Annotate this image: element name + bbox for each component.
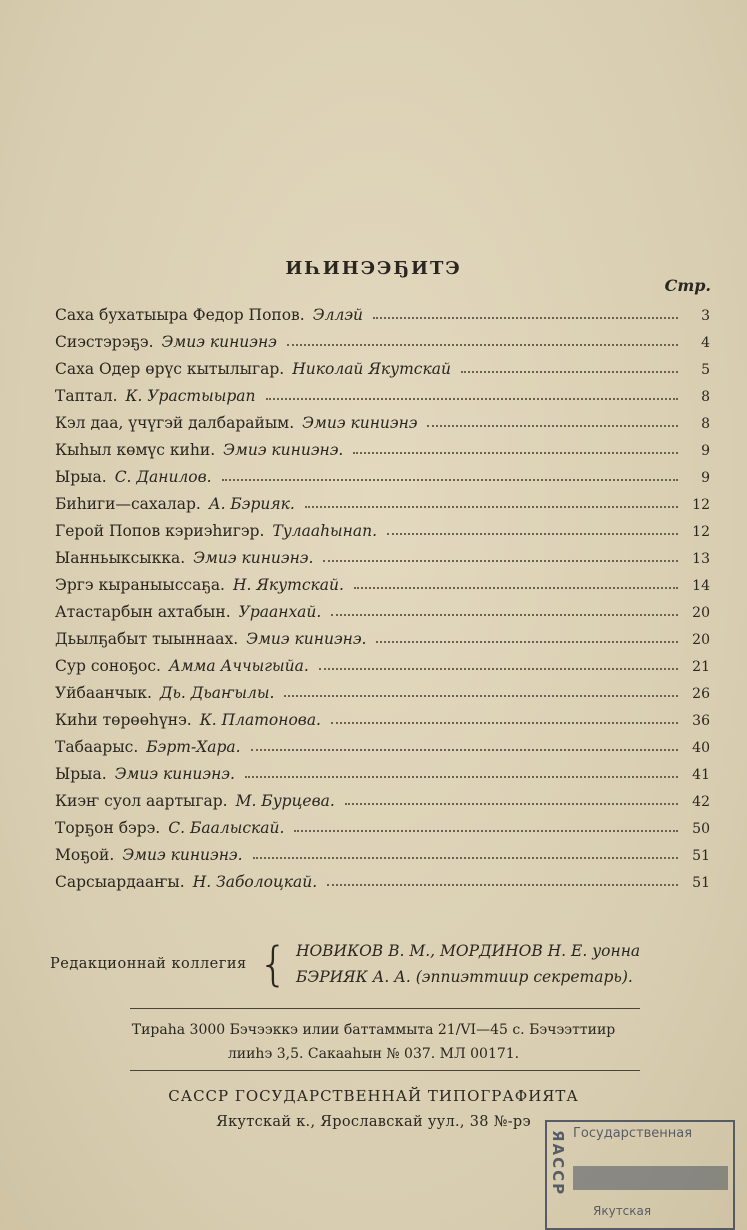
table-of-contents <box>55 297 710 891</box>
entry-title: Ырыа. <box>55 765 107 783</box>
entry-title: Сарсыардааҥы. <box>55 873 185 891</box>
toc-entry <box>55 648 710 675</box>
entry-page: 36 <box>692 713 710 729</box>
dot-leader <box>253 857 678 859</box>
entry-page: 51 <box>692 875 710 891</box>
stamp-bottom-text: Якутская <box>593 1204 652 1218</box>
toc-entry <box>55 351 710 378</box>
toc-entry <box>55 783 710 810</box>
entry-page: 9 <box>701 470 710 486</box>
toc-entry <box>55 756 710 783</box>
entry-title: Табаарыс. <box>55 738 139 756</box>
brace-icon: { <box>258 937 288 991</box>
entry-page: 12 <box>692 524 710 540</box>
entry-title: Киһи төрөөһүнэ. <box>55 711 192 729</box>
entry-author: С. Баалыскай. <box>168 819 285 837</box>
dot-leader <box>461 371 678 373</box>
editorial-board <box>50 934 730 994</box>
entry-title: Ыанньыксыкка. <box>55 549 186 567</box>
entry-author: Н. Якутскай. <box>233 576 344 594</box>
toc-entry <box>55 432 710 459</box>
entry-title: Таптал. <box>55 387 118 405</box>
editorial-line-1: НОВИКОВ В. М., МОРДИНОВ Н. Е. уонна <box>295 942 641 960</box>
dot-leader <box>345 803 678 805</box>
toc-entry <box>55 378 710 405</box>
entry-title: Кэл даа, үчүгэй далбарайым. <box>55 414 295 432</box>
press-address: Якутскай к., Ярославскай уул., 38 №-рэ <box>216 1114 531 1130</box>
dot-leader <box>287 344 678 346</box>
entry-author: Эмиэ киниэнэ. <box>246 630 367 648</box>
entry-title: Моҕой. <box>55 846 115 864</box>
entry-author: Эмиэ киниэнэ. <box>122 846 243 864</box>
dot-leader <box>222 479 678 481</box>
entry-page: 42 <box>692 794 710 810</box>
dot-leader <box>331 722 678 724</box>
toc-entry <box>55 324 710 351</box>
imprint-line-2: лииһэ 3,5. Сакааһын № 037. МЛ 00171. <box>227 1046 520 1062</box>
entry-page: 40 <box>692 740 710 756</box>
entry-author: Амма Аччыгыйа. <box>168 657 309 675</box>
entry-author: Эмиэ киниэнэ <box>302 414 418 432</box>
entry-title: Саха бухатыыра Федор Попов. <box>55 306 305 324</box>
entry-page: 12 <box>692 497 710 513</box>
entry-author: Николай Якутскай <box>292 360 451 378</box>
dot-leader <box>319 668 678 670</box>
toc-entry <box>55 621 710 648</box>
toc-title: ИҺИНЭЭҔИТЭ <box>285 258 462 279</box>
toc-entry <box>55 810 710 837</box>
entry-page: 20 <box>692 632 710 648</box>
entry-title: Ырыа. <box>55 468 107 486</box>
toc-entry <box>55 486 710 513</box>
dot-leader <box>387 533 678 535</box>
entry-author: А. Бэрияк. <box>208 495 295 513</box>
entry-author: Эмиэ киниэнэ <box>161 333 277 351</box>
toc-entry <box>55 297 710 324</box>
entry-title: Сиэстэрэҕэ. <box>55 333 154 351</box>
entry-title: Биһиги—сахалар. <box>55 495 201 513</box>
dot-leader <box>323 560 678 562</box>
stamp-ink-band <box>573 1166 728 1190</box>
dot-leader <box>353 452 678 454</box>
imprint-line-1: Тираһа 3000 Бэчээккэ илии баттаммыта 21/VI—45 с. Бэчээттиир <box>131 1022 616 1038</box>
entry-title: Дьылҕабыт тыыннаах. <box>55 630 239 648</box>
entry-page: 20 <box>692 605 710 621</box>
toc-entry <box>55 729 710 756</box>
dot-leader <box>266 398 679 400</box>
entry-page: 51 <box>692 848 710 864</box>
entry-title: Торҕон бэрэ. <box>55 819 161 837</box>
entry-page: 13 <box>692 551 710 567</box>
entry-page: 26 <box>692 686 710 702</box>
library-stamp <box>545 1120 735 1230</box>
dot-leader <box>245 776 678 778</box>
dot-leader <box>376 641 678 643</box>
entry-author: К. Урастыырап <box>125 387 256 405</box>
entry-author: С. Данилов. <box>114 468 212 486</box>
entry-author: М. Бурцева. <box>235 792 335 810</box>
toc-entry <box>55 837 710 864</box>
entry-page: 50 <box>692 821 710 837</box>
entry-title: Сур соноҕос. <box>55 657 161 675</box>
toc-entry <box>55 864 710 891</box>
entry-title: Уйбаанчык. <box>55 684 152 702</box>
entry-author: Тулааһынап. <box>272 522 378 540</box>
toc-entry <box>55 459 710 486</box>
dot-leader <box>284 695 678 697</box>
toc-entry <box>55 567 710 594</box>
toc-entry <box>55 675 710 702</box>
entry-title: Кыһыл көмүс киһи. <box>55 441 216 459</box>
entry-title: Саха Одер өрүс кытылыгар. <box>55 360 285 378</box>
entry-page: 5 <box>701 362 710 378</box>
entry-author: Дь. Дьаҥылы. <box>159 684 275 702</box>
entry-page: 9 <box>701 443 710 459</box>
toc-entry <box>55 702 710 729</box>
toc-entry <box>55 594 710 621</box>
dot-leader <box>373 317 678 319</box>
editorial-line-2: БЭРИЯК А. А. (эппиэттиир секретарь). <box>295 968 633 986</box>
dot-leader <box>327 884 678 886</box>
entry-author: Н. Заболоцкай. <box>192 873 318 891</box>
page-column-header: Стр. <box>664 276 711 295</box>
stamp-top-text: Государственная <box>573 1126 693 1141</box>
divider-bottom <box>130 1070 640 1071</box>
entry-page: 3 <box>701 308 710 324</box>
stamp-vertical-text: ЯАССР <box>549 1130 567 1197</box>
press-name: САССР ГОСУДАРСТВЕННАЙ ТИПОГРАФИЯТА <box>168 1087 579 1105</box>
entry-page: 14 <box>692 578 710 594</box>
dot-leader <box>305 506 678 508</box>
entry-title: Киэҥ суол аартыгар. <box>55 792 228 810</box>
entry-author: Эмиэ киниэнэ. <box>193 549 314 567</box>
entry-page: 21 <box>692 659 710 675</box>
entry-author: Эмиэ киниэнэ. <box>223 441 344 459</box>
dot-leader <box>427 425 678 427</box>
entry-author: Эллэй <box>312 306 363 324</box>
dot-leader <box>331 614 678 616</box>
entry-author: Бэрт-Хара. <box>146 738 241 756</box>
entry-title: Атастарбын ахтабын. <box>55 603 231 621</box>
entry-author: Эмиэ киниэнэ. <box>114 765 235 783</box>
entry-page: 8 <box>701 389 710 405</box>
toc-entry <box>55 405 710 432</box>
imprint <box>0 1018 747 1066</box>
editorial-label: Редакционнай коллегия <box>50 956 247 972</box>
entry-page: 8 <box>701 416 710 432</box>
dot-leader <box>251 749 678 751</box>
dot-leader <box>354 587 678 589</box>
entry-author: Ураанхай. <box>238 603 322 621</box>
entry-page: 4 <box>701 335 710 351</box>
divider-top <box>130 1008 640 1009</box>
dot-leader <box>294 830 678 832</box>
toc-entry <box>55 540 710 567</box>
entry-title: Герой Попов кэриэһигэр. <box>55 522 265 540</box>
toc-entry <box>55 513 710 540</box>
entry-page: 41 <box>692 767 710 783</box>
entry-title: Эргэ кыраныыссаҕа. <box>55 576 225 594</box>
entry-author: К. Платонова. <box>199 711 321 729</box>
